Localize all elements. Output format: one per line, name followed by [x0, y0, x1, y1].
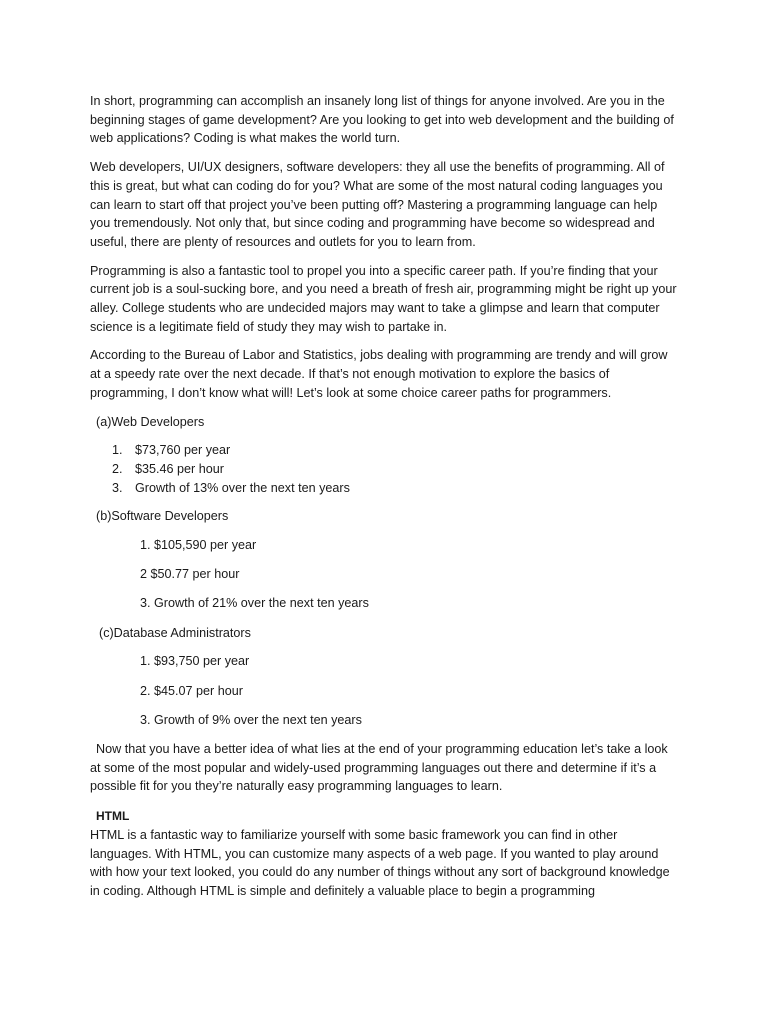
- paragraph-career: Programming is also a fantastic tool to propel you into a specific career path. If you’re finding that your current job is a soul-sucking bore, and you need a breath of fresh air, programming might be right up your alley. College students who are undecided majors may want to take a glimpse and learn that computer science is a legitimate field of study they may wish to partake in.: [90, 263, 677, 334]
- career-label-web-developers: (a)Web Developers: [96, 414, 205, 429]
- list-number: 3.: [112, 480, 123, 495]
- list-item: [90, 441, 680, 460]
- list-number: 2.: [112, 461, 123, 476]
- list-item: [90, 460, 680, 479]
- list-number: 1.: [112, 443, 123, 458]
- career-label-database-administrators: (c)Database Administrators: [99, 625, 251, 640]
- list-item-text: Growth of 13% over the next ten years: [135, 480, 350, 495]
- database-administrators-list: [140, 652, 680, 729]
- list-item: 3. Growth of 9% over the next ten years: [140, 712, 362, 727]
- list-item: 2 $50.77 per hour: [140, 567, 240, 582]
- web-developers-list: [90, 441, 680, 497]
- list-item: 1. $93,750 per year: [140, 654, 250, 669]
- career-label-software-developers: (b)Software Developers: [96, 509, 229, 524]
- paragraph-intro: In short, programming can accomplish an insanely long list of things for anyone involved. Are you in the beginning stages of game development? Are you looking to get into web development and the building of web applications? Coding is what makes the world turn.: [90, 94, 674, 146]
- paragraph-closing: Now that you have a better idea of what lies at the end of your programming education let’s take a look at some of the most popular and widely-used programming languages out there and determine if it’s a possible fit for you they’re naturally easy programming languages to learn.: [90, 741, 668, 794]
- document-page: [90, 92, 680, 901]
- list-item: [90, 479, 680, 498]
- list-item: 2. $45.07 per hour: [140, 683, 243, 698]
- list-item-text: $35.46 per hour: [135, 461, 224, 476]
- software-developers-list: [140, 536, 680, 613]
- section-heading-html: HTML: [96, 809, 130, 824]
- paragraph-html: HTML is a fantastic way to familiarize yourself with some basic framework you can find in other languages. With HTML, you can customize many aspects of a web page. If you wanted to play around with how your text looked, you could do any number of things without any sort of background knowledge in coding. Although HTML is simple and definitely a valuable place to begin a programming: [90, 827, 670, 898]
- list-item: 3. Growth of 21% over the next ten years: [140, 596, 369, 611]
- paragraph-benefits: Web developers, UI/UX designers, software developers: they all use the benefits of programming. All of this is great, but what can coding do for you? What are some of the most natural coding languages you can learn to start off that project you’ve been putting off? Mastering a programming language can help you tremendously. Not only that, but since coding and programming have become so widespread and useful, there are plenty of resources and outlets for you to learn from.: [90, 160, 665, 249]
- paragraph-bureau: According to the Bureau of Labor and Statistics, jobs dealing with programming are trendy and will grow at a speedy rate over the next decade. If that’s not enough motivation to explore the basics of programming, I don’t know what will! Let’s look at some choice career paths for programmers.: [90, 348, 668, 400]
- list-item-text: $73,760 per year: [135, 443, 231, 458]
- list-item: 1. $105,590 per year: [140, 538, 257, 553]
